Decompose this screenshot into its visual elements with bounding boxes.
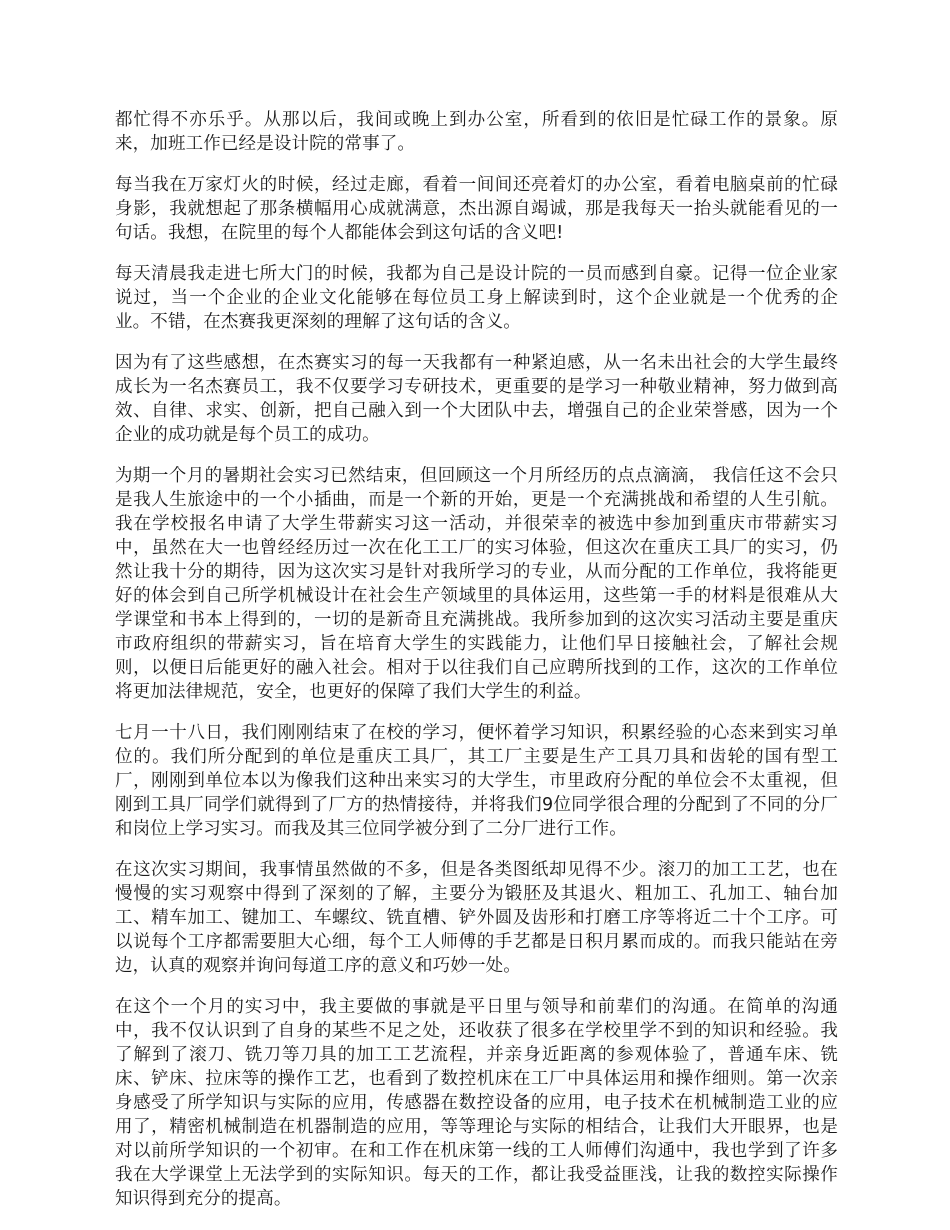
paragraph-3: 每天清晨我走进七所大门的时候，我都为自己是设计院的一员而感到自豪。记得一位企业家说过，当一个企业的企业文化能够在每位员工身上解读到时，这个企业就是一个优秀的企业。不错，在杰赛我更深刻的理解了这句话的含义。 [115,264,838,332]
paragraph-5: 为期一个月的暑期社会实习已然结束，但回顾这一个月所经历的点点滴滴， 我信任这不会只是我人生旅途中的一个小插曲，而是一个新的开始，更是一个充满挑战和希望的人生引航。 我在学校报名申请了大学生带薪实习这一活动，并很荣幸的被选中参加到重庆市带薪实习中，虽然在大一也曾经经历过一次在化工工厂的实习体验，但这次在重庆工具厂的实习，仍然让我十分的期待，因为这次实习是针对我所学习的专业，从而分配的工作单位，我将能更好的体会到自己所学机械设计在社会生产领域里的具体运用，这些第一手的材料是很难从大学课堂和书本上得到的，一切的是新奇且充满挑战。我所参加到的这次实习活动主要是重庆市政府组织的带薪实习，旨在培育大学生的实践能力，让他们早日接触社会，了解社会规则，以便日后能更好的融入社会。相对于以往我们自己应聘所找到的工作，这次的工作单位将更加法律规范，安全，也更好的保障了我们大学生的利益。 [115,466,838,702]
paragraph-4: 因为有了这些感想，在杰赛实习的每一天我都有一种紧迫感，从一名未出社会的大学生最终成长为一名杰赛员工，我不仅要学习专研技术，更重要的是学习一种敬业精神，努力做到高效、自律、求实、创新，把自己融入到一个大团队中去，增强自己的企业荣誉感，因为一个企业的成功就是每个员工的成功。 [115,353,838,445]
paragraph-2: 每当我在万家灯火的时候，经过走廊，看着一间间还亮着灯的办公室，看着电脑桌前的忙碌身影，我就想起了那条横幅用心成就满意，杰出源自竭诚，那是我每天一抬头就能看见的一句话。我想，在院里的每个人都能体会到这句话的含义吧! [115,175,838,243]
paragraph-1: 都忙得不亦乐乎。从那以后，我间或晚上到办公室，所看到的依旧是忙碌工作的景象。原来，加班工作已经是设计院的常事了。 [115,110,838,154]
paragraph-8: 在这个一个月的实习中，我主要做的事就是平日里与领导和前辈们的沟通。在简单的沟通中，我不仅认识到了自身的某些不足之处，还收获了很多在学校里学不到的知识和经验。我了解到了滚刀、铣刀等刀具的加工工艺流程，并亲身近距离的参观体验了，普通车床、铣床、铲床、拉床等的操作工艺，也看到了数控机床在工厂中具体运用和操作细则。第一次亲身感受了所学知识与实际的应用，传感器在数控设备的应用，电子技术在机械制造工业的应用了，精密机械制造在机器制造的应用，等等理论与实际的相结合，让我们大开眼界，也是对以前所学知识的一个初审。在和工作在机床第一线的工人师傅们沟通中，我也学到了许多我在大学课堂上无法学到的实际知识。每天的工作，都让我受益匪浅，让我的数控实际操作知识得到充分的提高。 [115,997,838,1209]
document-body [115,108,838,1228]
paragraph-6: 七月一十八日，我们刚刚结束了在校的学习，便怀着学习知识，积累经验的心态来到实习单位的。我们所分配到的单位是重庆工具厂，其工厂主要是生产工具刀具和齿轮的国有型工厂，刚刚到单位本以为像我们这种出来实习的大学生，市里政府分配的单位会不太重视，但刚到工具厂同学们就得到了厂方的热情接待，并将我们9位同学很合理的分配到了不同的分厂和岗位上学习实习。而我及其三位同学被分到了二分厂进行工作。 [115,723,838,839]
paragraph-7: 在这次实习期间，我事情虽然做的不多，但是各类图纸却见得不少。滚刀的加工工艺，也在慢慢的实习观察中得到了深刻的了解，主要分为锻胚及其退火、粗加工、孔加工、轴台加工、精车加工、键加工、车螺纹、铣直槽、铲外圆及齿形和打磨工序等将近二十个工序。可以说每个工序都需要胆大心细，每个工人师傅的手艺都是日积月累而成的。而我只能站在旁边，认真的观察并询问每道工序的意义和巧妙一处。 [115,860,838,976]
